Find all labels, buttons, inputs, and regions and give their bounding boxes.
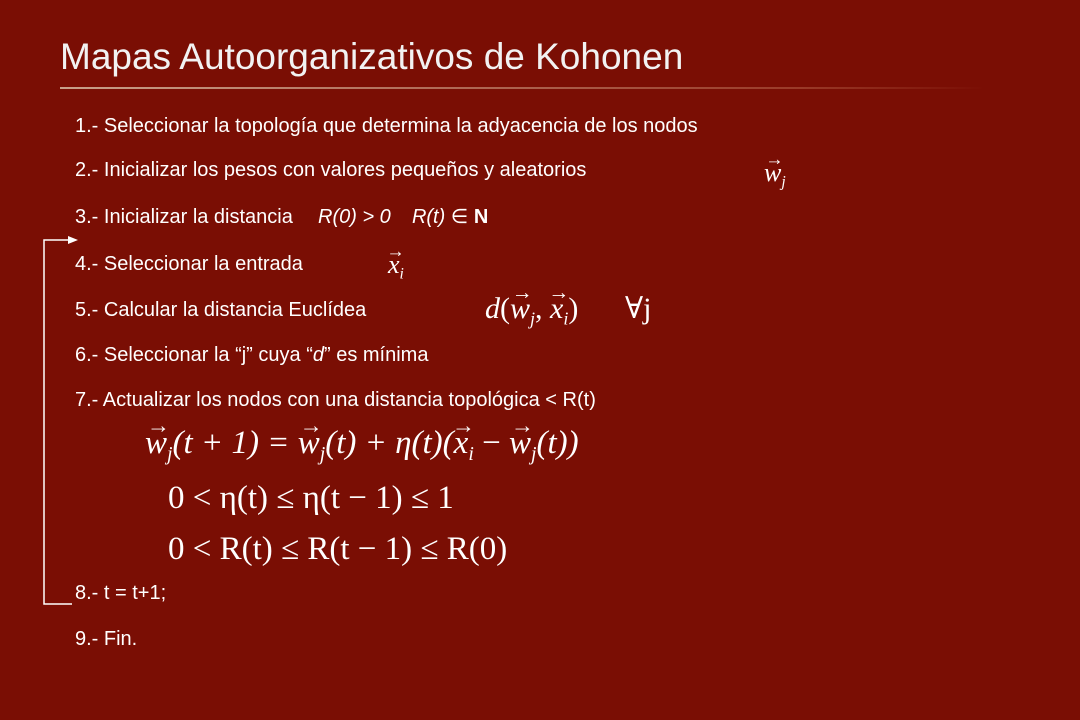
loop-line	[44, 240, 72, 604]
natural-numbers-symbol: N	[473, 206, 489, 228]
slide-title: Mapas Autoorganizativos de Kohonen	[60, 36, 684, 77]
step-3-label: 3.- Inicializar la distancia	[75, 206, 293, 228]
step-4: 4.- Seleccionar la entrada	[75, 253, 303, 275]
loop-arrowhead	[68, 236, 78, 244]
step-1: 1.- Seleccionar la topología que determina la adyacencia de los nodos	[75, 115, 698, 137]
step-7: 7.- Actualizar los nodos con una distancia topológica < R(t)	[75, 389, 596, 411]
step-3-rt: R(t)	[411, 206, 446, 228]
input-vector-xi: → $x_i$	[388, 252, 404, 282]
update-rule-equation: → $w_j(t + 1)$ = → $w_j(t) + \eta(t)(\to x_i$ − → $w_j(t)$)	[145, 427, 579, 465]
step-8: 8.- t = t+1;	[75, 582, 167, 604]
forall-j: ∀j	[625, 292, 652, 325]
distance-expression: $d(\to w_j$, → $x_i$)	[485, 294, 578, 327]
element-of-symbol: ∈	[450, 206, 469, 228]
step-3-r0: R(0) > 0	[318, 206, 391, 228]
step-5: 5.- Calcular la distancia Euclídea	[75, 299, 367, 321]
learning-rate-inequality: 0 < η(t) ≤ η(t − 1) ≤ 1	[168, 480, 454, 516]
step-6: 6.- Seleccionar la “j” cuya “d” es mínima	[75, 344, 429, 366]
step-9: 9.- Fin.	[75, 628, 138, 650]
radius-inequality: 0 < R(t) ≤ R(t − 1) ≤ R(0)	[168, 531, 508, 567]
step-2: 2.- Inicializar los pesos con valores pequeños y aleatorios	[75, 159, 587, 181]
weight-vector-wj: → $w_j$	[764, 160, 786, 190]
